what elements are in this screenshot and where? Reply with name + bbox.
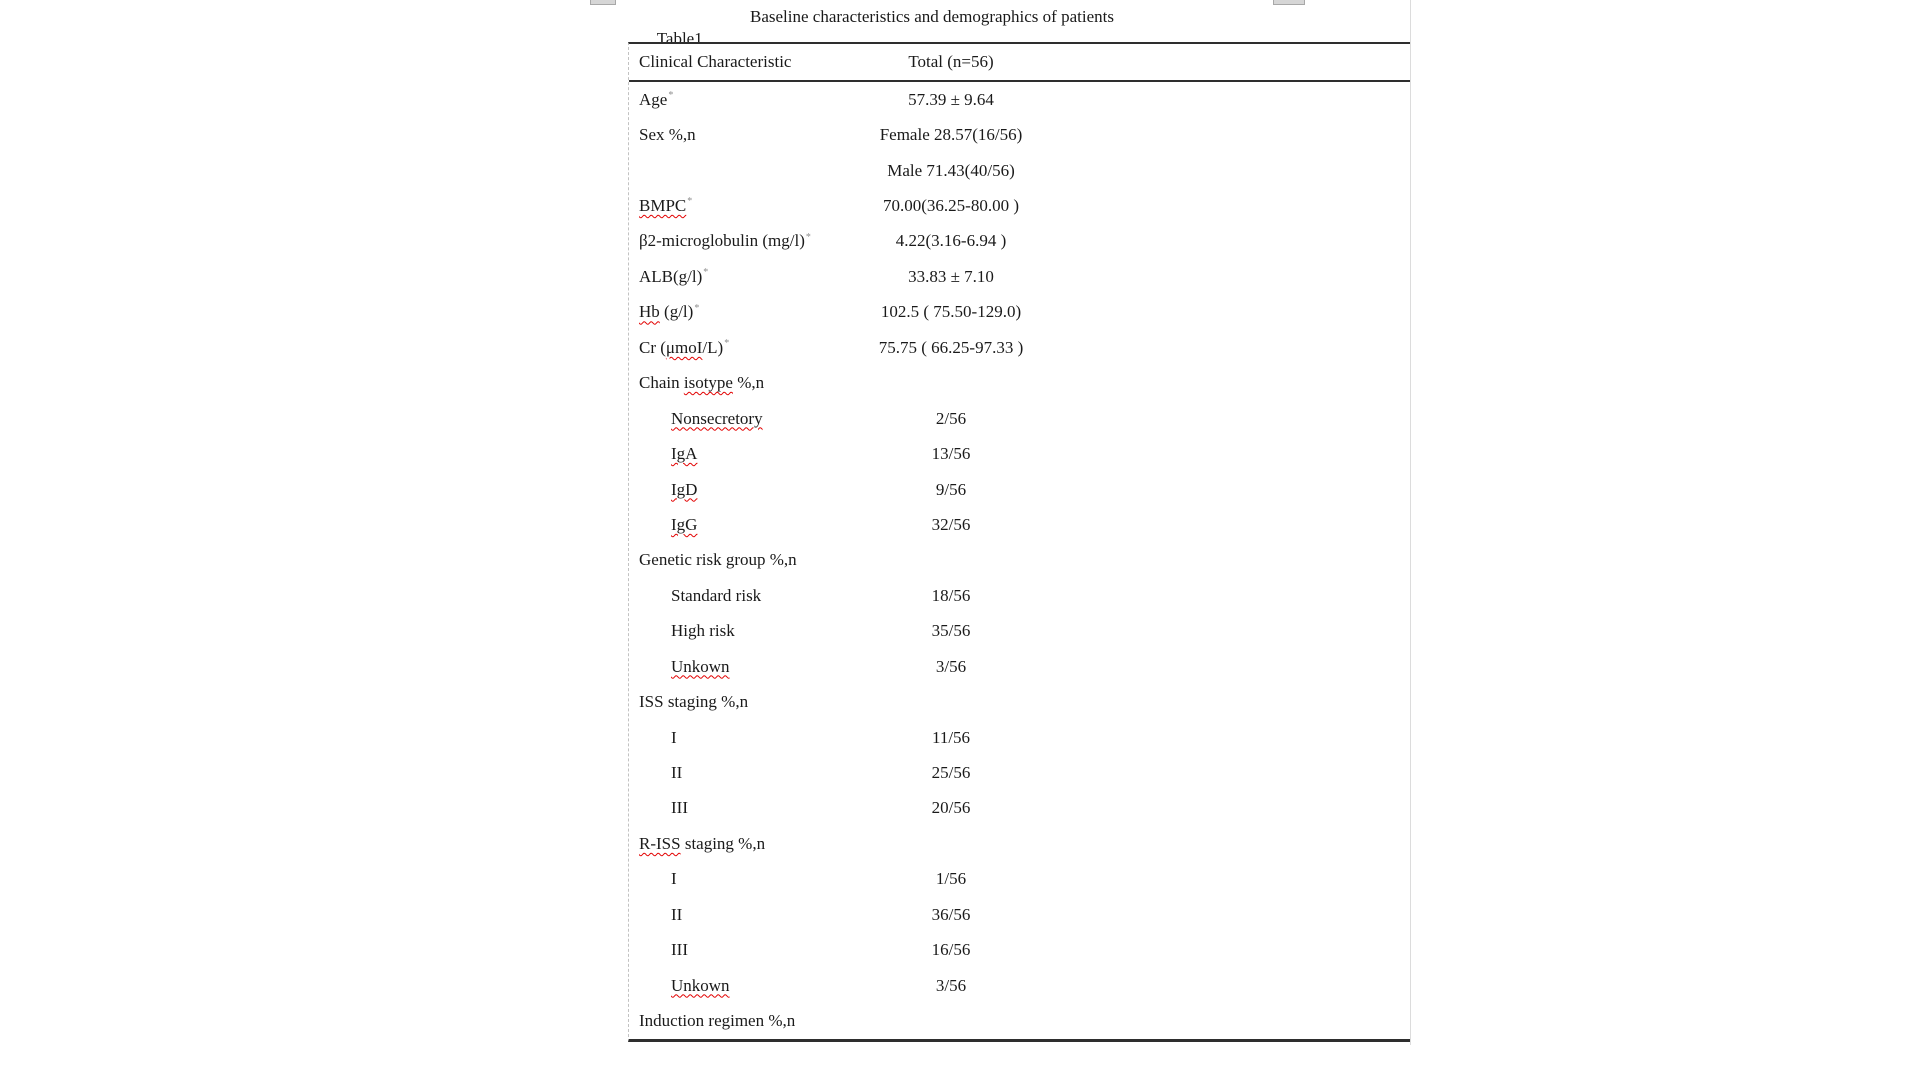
row-label <box>629 692 748 712</box>
label-text: Age <box>639 89 668 109</box>
row-label <box>629 798 688 818</box>
label-text: Standard risk <box>671 585 762 605</box>
row-value: 3/56 <box>935 975 967 995</box>
label-text: Sex %,n <box>639 125 696 145</box>
misspelled-word: Unkown <box>671 975 730 995</box>
row-label <box>629 869 677 889</box>
row-value: 1/56 <box>935 869 967 889</box>
row-label <box>629 763 682 783</box>
row-value: 2/56 <box>935 408 967 428</box>
row-value: 11/56 <box>931 727 971 747</box>
label-text: β2-microglobulin (mg/l) <box>639 231 805 251</box>
misspelled-word: Hb <box>639 302 660 322</box>
misspelled-word: IgG <box>671 514 698 534</box>
table-row <box>629 862 1410 897</box>
row-value: 33.83 ± 7.10 <box>908 266 994 286</box>
table-row <box>629 436 1410 471</box>
label-text: I <box>671 727 677 747</box>
table-rows <box>629 82 1410 1039</box>
label-text: ALB(g/l) <box>639 266 703 286</box>
table-row <box>629 507 1410 542</box>
misspelled-word: R-ISS <box>639 833 681 853</box>
row-value: 75.75 ( 66.25-97.33 ) <box>878 337 1024 357</box>
table-row <box>629 543 1410 578</box>
footnote-marker: * <box>694 302 700 314</box>
table-header-row <box>629 44 1410 82</box>
row-value: 32/56 <box>931 514 971 534</box>
table-row <box>629 366 1410 401</box>
row-value: 4.22(3.16-6.94 ) <box>895 231 1007 251</box>
table-row <box>629 259 1410 294</box>
misspelled-word: Unkown <box>671 656 730 676</box>
table-row <box>629 472 1410 507</box>
row-label <box>629 267 708 287</box>
row-label <box>629 657 730 677</box>
label-text: (g/l) <box>659 302 694 322</box>
row-value: 36/56 <box>931 904 971 924</box>
table-row <box>629 188 1410 223</box>
row-value: 13/56 <box>931 444 971 464</box>
clipped-ui-artifact <box>1273 0 1305 5</box>
table-row <box>629 968 1410 1003</box>
footnote-marker: * <box>687 196 693 208</box>
row-value: 9/56 <box>935 479 967 499</box>
row-label <box>629 125 696 145</box>
table-row <box>629 330 1410 365</box>
label-text: %,n <box>732 373 765 393</box>
footnote-marker: * <box>724 338 730 350</box>
table-row <box>629 153 1410 188</box>
table-row <box>629 578 1410 613</box>
table-caption-tag: Table1 <box>656 29 703 48</box>
label-text: ISS staging %,n <box>639 692 749 712</box>
label-text: Cr ( <box>639 337 666 357</box>
table-row <box>629 117 1410 152</box>
row-label <box>629 373 764 393</box>
table-caption <box>640 6 1114 48</box>
row-label <box>629 90 673 110</box>
row-label <box>629 834 765 854</box>
baseline-characteristics-table <box>628 42 1410 1042</box>
table-row <box>629 82 1410 117</box>
misspelled-word: IgD <box>671 479 698 499</box>
row-value: 57.39 ± 9.64 <box>908 89 994 109</box>
row-value: Male 71.43(40/56) <box>887 160 1015 180</box>
row-label <box>629 621 735 641</box>
row-value: Female 28.57(16/56) <box>879 125 1023 145</box>
label-text: Genetic risk group %,n <box>639 550 797 570</box>
row-label <box>629 302 699 322</box>
table-row <box>629 401 1410 436</box>
row-label <box>629 550 797 570</box>
clipped-ui-artifact <box>590 0 616 5</box>
table-row <box>629 826 1410 861</box>
row-label <box>629 444 697 464</box>
table-row <box>629 614 1410 649</box>
row-label <box>629 1011 795 1031</box>
label-text: III <box>671 798 688 818</box>
row-label <box>629 196 692 216</box>
header-col-total: Total (n=56) <box>908 52 994 71</box>
misspelled-word: IgA <box>671 444 698 464</box>
row-label <box>629 480 697 500</box>
table-row <box>629 933 1410 968</box>
label-text: II <box>671 763 683 783</box>
row-value: 3/56 <box>935 656 967 676</box>
row-label <box>629 905 682 925</box>
misspelled-word: isotype <box>683 373 733 393</box>
label-text: Induction regimen %,n <box>639 1011 796 1031</box>
misspelled-word: BMPC <box>639 196 687 216</box>
label-text: III <box>671 940 688 960</box>
footnote-marker: * <box>668 90 674 102</box>
table-row <box>629 791 1410 826</box>
table-caption-text: Baseline characteristics and demographics of patients <box>750 7 1114 26</box>
table-row <box>629 684 1410 719</box>
row-value: 18/56 <box>931 585 971 605</box>
footnote-marker: * <box>703 267 709 279</box>
label-text: Chain <box>639 373 684 393</box>
label-text: II <box>671 904 683 924</box>
row-value: 70.00(36.25-80.00 ) <box>883 196 1019 216</box>
header-col-characteristic: Clinical Characteristic <box>639 52 792 71</box>
misspelled-word: μmoI <box>665 337 703 357</box>
row-value: 20/56 <box>931 798 971 818</box>
page-boundary-line <box>1410 0 1411 1045</box>
table-row <box>629 295 1410 330</box>
row-value: 25/56 <box>931 763 971 783</box>
table-row <box>629 224 1410 259</box>
row-value: 102.5 ( 75.50-129.0) <box>880 302 1022 322</box>
table-row <box>629 1003 1410 1038</box>
label-text: High risk <box>671 621 735 641</box>
label-text: staging %,n <box>680 833 766 853</box>
row-label <box>629 940 688 960</box>
table-row <box>629 897 1410 932</box>
table-row <box>629 755 1410 790</box>
row-label <box>629 515 697 535</box>
footnote-marker: * <box>805 231 811 243</box>
row-label <box>629 976 730 996</box>
row-label <box>629 338 729 358</box>
label-text: /L) <box>702 337 724 357</box>
label-text: I <box>671 869 677 889</box>
row-value: 16/56 <box>931 940 971 960</box>
table-row <box>629 720 1410 755</box>
row-label <box>629 728 677 748</box>
misspelled-word: Nonsecretory <box>671 408 763 428</box>
row-value: 35/56 <box>931 621 971 641</box>
table-row <box>629 649 1410 684</box>
